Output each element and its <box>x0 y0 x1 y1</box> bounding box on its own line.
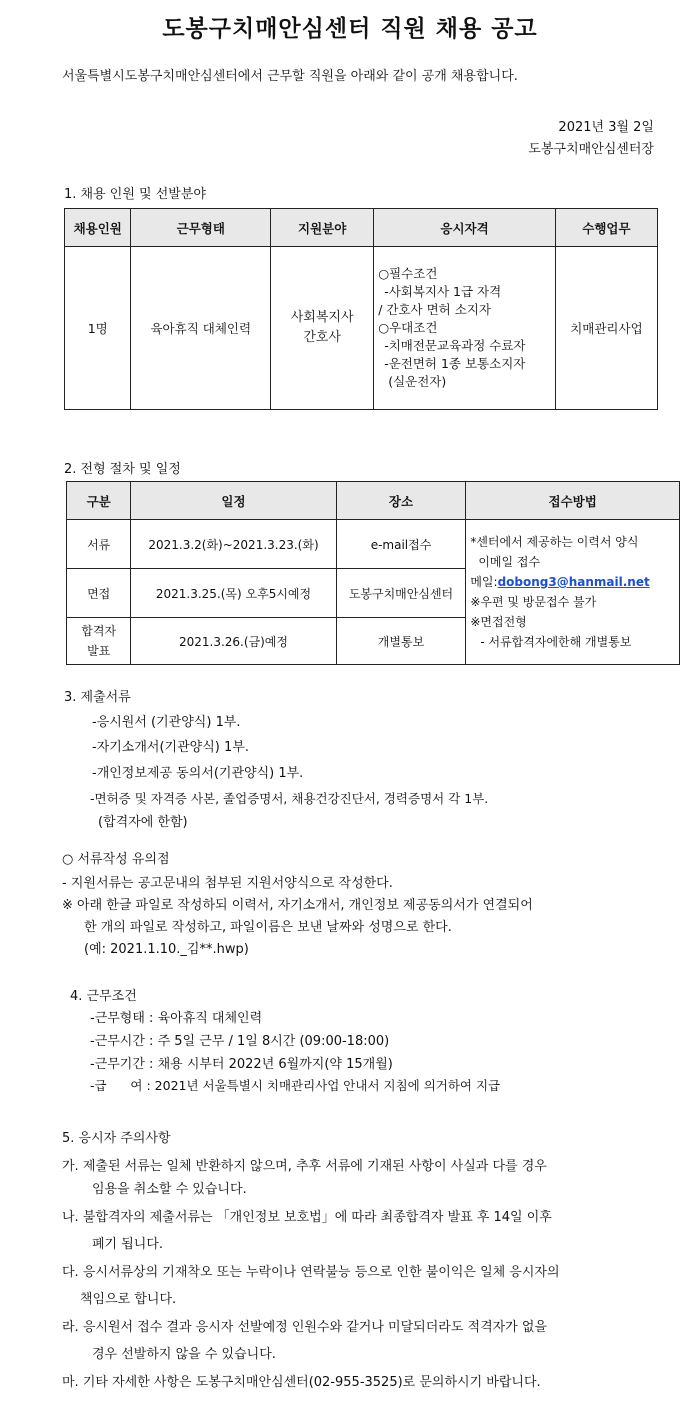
col-header: 근무형태 <box>131 209 271 247</box>
work-item: -근무형태 : 육아휴직 대체인력 <box>90 1011 263 1026</box>
section3-heading: 3. 제출서류 <box>64 690 131 705</box>
note-line: - 지원서류는 공고문내의 첨부된 지원서양식으로 작성한다. <box>62 876 393 891</box>
page-title: 도봉구치매안심센터 직원 채용 공고 <box>162 16 538 42</box>
doc-item: -자기소개서(기관양식) 1부. <box>92 740 249 755</box>
caution-line: 경우 선발하지 않을 수 있습니다. <box>92 1347 276 1362</box>
note-line: 한 개의 파일로 작성하고, 파일이름은 보낸 날짜와 성명으로 한다. <box>84 920 452 935</box>
col-header: 지원분야 <box>271 209 374 247</box>
caution-line: 책임으로 합니다. <box>80 1292 177 1307</box>
cell-type: 육아휴직 대체인력 <box>131 247 271 410</box>
col-header: 채용인원 <box>65 209 131 247</box>
notice-date: 2021년 3월 2일 <box>558 120 654 135</box>
section4-heading: 4. 근무조건 <box>70 989 137 1004</box>
caution-line: 마. 기타 자세한 사항은 도봉구치매안심센터(02-955-3525)로 문의하시기 바랍니다. <box>62 1375 541 1390</box>
method-line: ※면접전형 <box>470 615 527 629</box>
intro-text: 서울특별시도봉구치매안심센터에서 근무할 직원을 아래와 같이 공개 채용합니다. <box>62 69 518 84</box>
col-header: 응시자격 <box>374 209 556 247</box>
cell-duty: 치매관리사업 <box>555 247 657 410</box>
work-item: -근무기간 : 채용 시부터 2022년 6월까지(약 15개월) <box>90 1057 393 1072</box>
cell-schedule: 2021.3.25.(목) 오후5시예정 <box>131 569 336 618</box>
method-line: 이메일 접수 <box>478 555 541 569</box>
cell-place: e-mail접수 <box>336 520 466 569</box>
caution-line: 폐기 됩니다. <box>92 1237 164 1252</box>
cell-place: 개별통보 <box>336 618 466 665</box>
note-line: ※ 아래 한글 파일로 작성하되 이력서, 자기소개서, 개인정보 제공동의서가 연결되어 <box>62 898 533 913</box>
section2-heading: 2. 전형 절차 및 일정 <box>64 462 181 477</box>
col-header: 구분 <box>67 482 131 520</box>
email-label: 메일: <box>470 575 498 589</box>
cell-stage: 면접 <box>67 569 131 618</box>
cell-place: 도봉구치매안심센터 <box>336 569 466 618</box>
cell-stage <box>67 618 131 665</box>
qual-line: ○필수조건 <box>378 266 438 281</box>
qual-line: -사회복지사 1급 자격 <box>384 284 502 299</box>
col-header: 일정 <box>131 482 336 520</box>
doc-item: -응시원서 (기관양식) 1부. <box>92 715 241 730</box>
field-line: 간호사 <box>303 330 341 345</box>
cell-stage: 서류 <box>67 520 131 569</box>
doc-item: -면허증 및 자격증 사본, 졸업증명서, 채용건강진단서, 경력증명서 각 1부. <box>90 791 489 806</box>
qual-line: ○우대조건 <box>378 320 438 335</box>
cell-qualifications <box>374 247 556 410</box>
caution-line: 임용을 취소할 수 있습니다. <box>92 1182 247 1197</box>
method-email-line <box>470 572 679 592</box>
col-header: 접수방법 <box>466 482 680 520</box>
caution-line: 다. 응시서류상의 기재착오 또는 누락이나 연락불능 등으로 인한 불이익은 일체 응시자의 <box>62 1265 560 1280</box>
doc-item: (합격자에 한함) <box>98 815 188 830</box>
caution-line: 가. 제출된 서류는 일체 반환하지 않으며, 추후 서류에 기재된 사항이 사실과 다를 경우 <box>62 1159 547 1174</box>
section5-heading: 5. 응시자 주의사항 <box>62 1131 171 1146</box>
qual-line: -운전면허 1종 보통소지자 <box>384 356 526 371</box>
doc-item: -개인정보제공 동의서(기관양식) 1부. <box>92 766 304 781</box>
cell-field <box>271 247 374 410</box>
recruitment-table <box>64 208 658 410</box>
method-line: *센터에서 제공하는 이력서 양식 <box>470 535 639 549</box>
cell-schedule: 2021.3.26.(금)예정 <box>131 618 336 665</box>
qual-line: -치매전문교육과정 수료자 <box>384 338 526 353</box>
cell-method <box>466 520 680 665</box>
caution-line: 나. 불합격자의 제출서류는 「개인정보 보호법」에 따라 최종합격자 발표 후 14일 이후 <box>62 1210 552 1225</box>
notes-heading: ○ 서류작성 유의점 <box>62 852 170 867</box>
qual-line: (실운전자) <box>388 374 447 389</box>
email-link[interactable]: dobong3@hanmail.net <box>497 575 650 589</box>
work-item: -근무시간 : 주 5일 근무 / 1일 8시간 (09:00-18:00) <box>90 1034 390 1049</box>
caution-line: 라. 응시원서 접수 결과 응시자 선발예정 인원수와 같거나 미달되더라도 적격자가 없을 <box>62 1320 547 1335</box>
col-header: 장소 <box>336 482 466 520</box>
schedule-table <box>66 481 680 665</box>
note-line: (예: 2021.1.10._김**.hwp) <box>84 942 249 957</box>
qual-line: / 간호사 면허 소지자 <box>378 302 491 317</box>
field-line: 사회복지사 <box>290 310 354 325</box>
method-line: - 서류합격자에한해 개별통보 <box>480 635 632 649</box>
method-line: ※우편 및 방문접수 불가 <box>470 595 597 609</box>
col-header: 수행업무 <box>555 209 657 247</box>
issuer: 도봉구치매안심센터장 <box>528 142 654 157</box>
section1-heading: 1. 채용 인원 및 선발분야 <box>64 187 206 202</box>
stage-line: 발표 <box>87 644 111 658</box>
cell-count: 1명 <box>65 247 131 410</box>
stage-line: 합격자 <box>81 624 117 638</box>
work-item: -급 여 : 2021년 서울특별시 치매관리사업 안내서 지침에 의거하여 지급 <box>90 1078 501 1093</box>
cell-schedule: 2021.3.2(화)~2021.3.23.(화) <box>131 520 336 569</box>
